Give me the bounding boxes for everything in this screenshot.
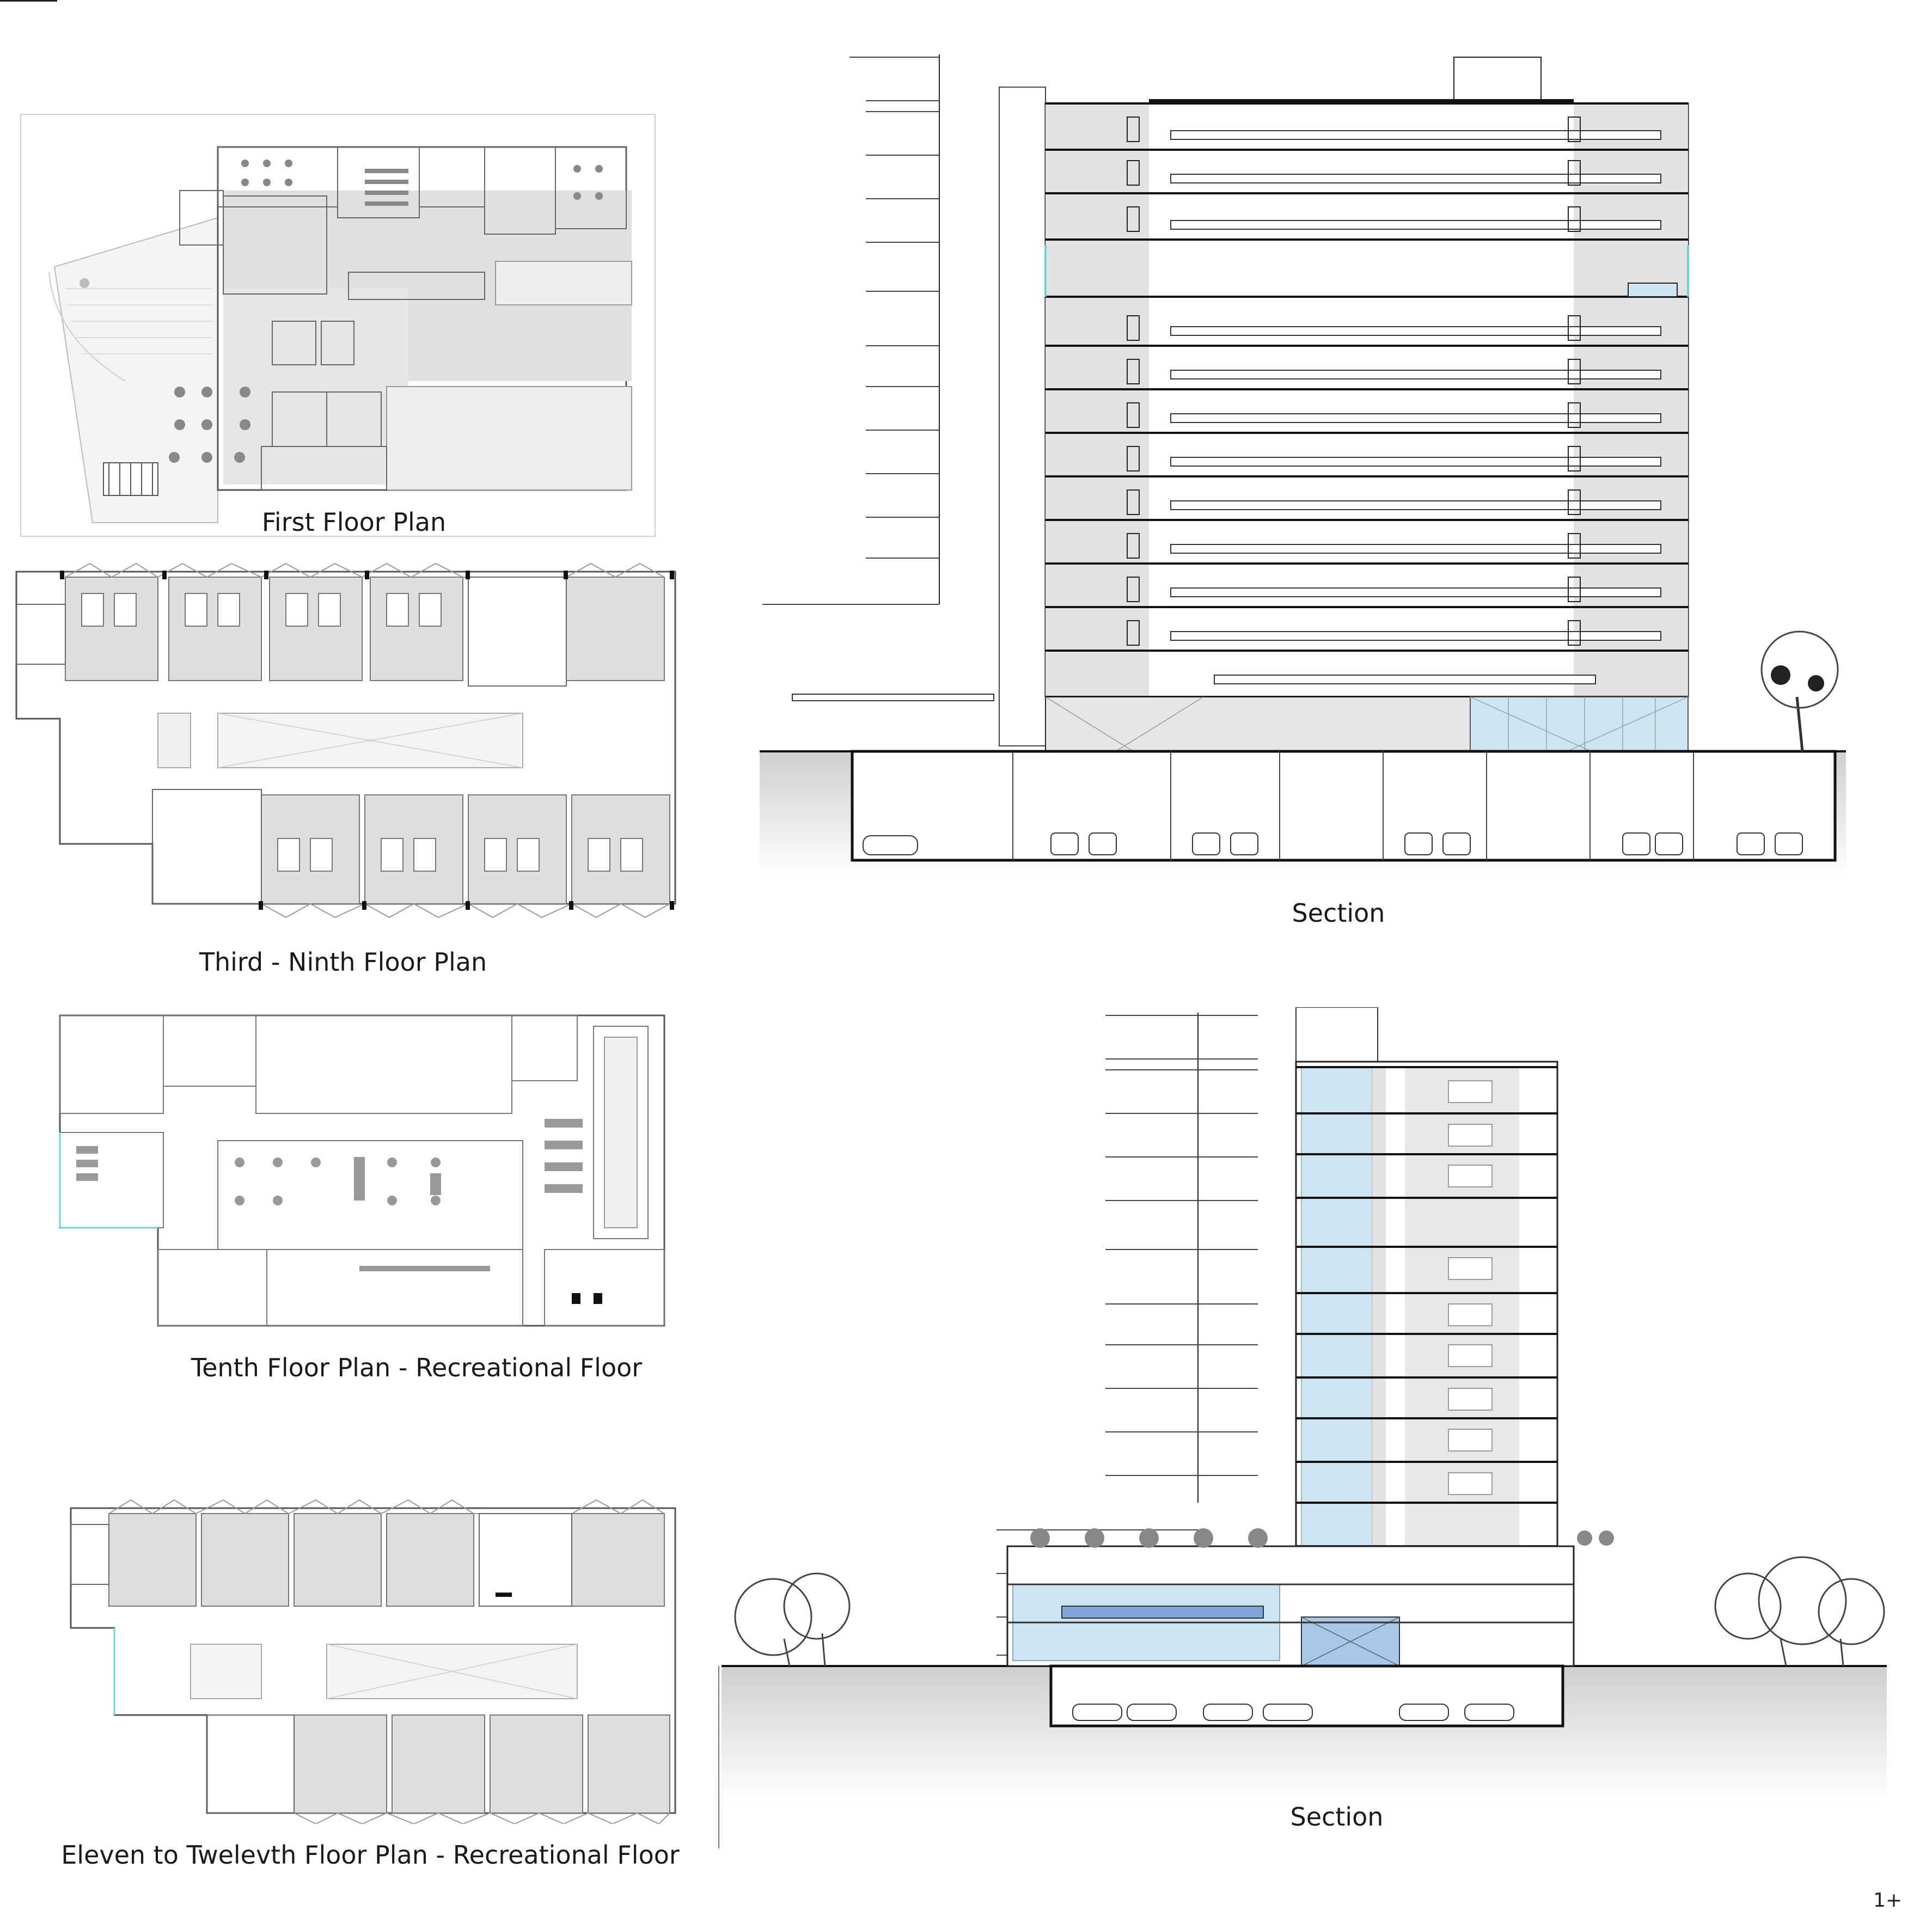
tree-icon xyxy=(1715,1557,1884,1666)
caption-eleventh-twelfth-floor-plan: Eleven to Twelevth Floor Plan - Recreational Floor xyxy=(61,1840,680,1870)
tenth-floor-plan xyxy=(54,1010,675,1331)
caption-third-ninth-floor-plan: Third - Ninth Floor Plan xyxy=(199,947,487,977)
caption-section-b: Section xyxy=(1290,1802,1384,1832)
eleventh-twelfth-floor-plan xyxy=(65,1492,686,1824)
tree-icon xyxy=(1762,632,1838,751)
first-floor-plan xyxy=(16,109,659,539)
corner-mark xyxy=(0,0,57,2)
section-drawing-a xyxy=(757,49,1857,877)
caption-section-a: Section xyxy=(1292,898,1385,928)
third-ninth-floor-plan xyxy=(11,561,686,920)
caption-first-floor-plan: First Floor Plan xyxy=(261,507,447,537)
section-drawing-b xyxy=(713,1007,1890,1857)
page-number: 1+ xyxy=(1873,1889,1903,1912)
caption-tenth-floor-plan: Tenth Floor Plan - Recreational Floor xyxy=(191,1353,643,1382)
tree-icon xyxy=(735,1573,849,1666)
